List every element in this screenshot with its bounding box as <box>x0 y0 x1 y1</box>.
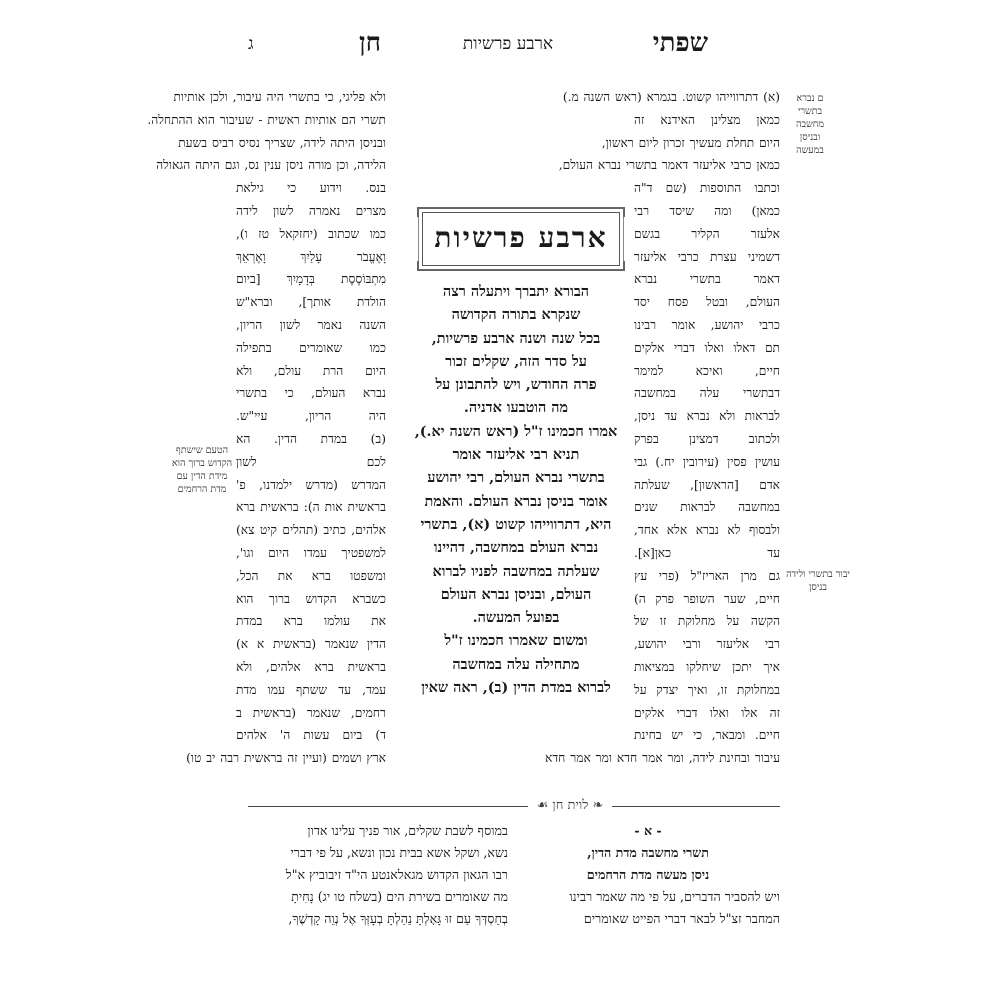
center-column <box>396 280 636 699</box>
text-line: תשרי הם אותיות ראשית - שעיבור הוא ההתחלה. <box>147 112 386 127</box>
text-line: איך יתכן שיחלקו במציאות <box>634 659 780 674</box>
text-line: וכתבו התוספות (שם ד"ה <box>634 181 780 196</box>
text-line: הולדת אותך], וברא"ש <box>236 295 386 310</box>
text-line: שנקרא בתורה הקדושה <box>451 306 581 324</box>
text-line: אלהים, כתיב (תהלים קיט צא) <box>236 523 386 538</box>
text-line: תניא רבי אליעזר אומר <box>452 446 580 464</box>
text-line: הקשה על מחלוקת זו של <box>634 614 780 629</box>
text-line: רחמים, שנאמר (בראשית ב <box>236 705 386 720</box>
text-line: היה הריון, עיי"ש. <box>236 409 386 424</box>
text-line: (ב) במדת הדין. הא <box>236 431 386 446</box>
text-line: חיים. ומבאר, כי יש בחינת <box>634 728 780 743</box>
text-line: אלעזר הקליר בגשם <box>634 226 780 241</box>
section-title-frame <box>422 212 620 266</box>
text-line: למשפטיך עמדו היום וגו', <box>236 545 386 560</box>
running-head-left: חן <box>358 28 381 58</box>
text-line: בראשית ברא אלהים, ולא <box>236 659 386 674</box>
text-line: כמאן) ומה שיסד רבי <box>634 203 780 218</box>
text-line: מתחילה עלה במחשבה <box>452 655 580 673</box>
text-line: תם דאלו ואלו דברי אלקים <box>634 340 780 355</box>
note-heading: תשרי מחשבה מדת הדין, <box>587 845 709 860</box>
text-line: עושין פסין (עירובין יח.) גבי <box>634 454 780 469</box>
text-line: בפועל המעשה. <box>472 609 560 627</box>
text-line: היום הרת עולם, ולא <box>236 363 386 378</box>
footer-title <box>528 797 612 813</box>
text-line: את עולמו ברא במדת <box>236 614 386 629</box>
text-line: ארץ ושמים (ועיין זה בראשית רבה יב טו) <box>186 751 386 766</box>
bottom-left-block <box>246 820 508 930</box>
margin-note: הטעם שישתף הקדוש ברוך הוא מידת הדין עם מדת הרחמים <box>171 445 233 495</box>
text-line: ומשפטו ברא את הכל, <box>236 568 386 583</box>
text-line: על סדר הזה, שקלים זכור <box>445 352 587 370</box>
text-line: רבי אליעזר ורבי יהושע, <box>634 637 780 652</box>
text-line: חיים, ואיכא למימר <box>634 363 780 378</box>
text-line: נברא העולם במחשבה, דהיינו <box>433 539 599 557</box>
text-line: לברוא במדת הדין (ב), ראה שאין <box>421 679 611 697</box>
text-line: בכל שנה ושנה ארבע פרשיות, <box>431 329 601 347</box>
text-line: כמאן כרבי אליעזר דאמר בתשרי נברא העולם, <box>558 158 780 173</box>
text-line: אדם [הראשון], שעלתה <box>634 477 780 492</box>
text-line: בתשרי נברא העולם, רבי יהושע <box>427 469 605 487</box>
note-heading: ניסן מעשה מדת הרחמים <box>586 867 710 882</box>
text-line: מִתְבּוֹסֶסֶת בְּדָמָיִךְ [ביום <box>236 272 386 287</box>
text-line: ולא פליגי, כי בתשרי היה עיבור, ולכן אותיות <box>173 90 386 104</box>
note-line: ויש להסביר הדברים, על פי מה שאמר רבינו <box>569 889 780 904</box>
text-line: גם מרן האריז"ל (פרי עץ <box>634 568 780 583</box>
text-line: עד כאן[א]. <box>634 545 780 560</box>
text-line: לכם לשון <box>236 454 386 469</box>
text-line: במחלוקת זו, ואיך יצדק על <box>634 682 780 697</box>
margin-note: ם נברא בתשרי מחשבה ובניסן במעשה <box>795 93 825 156</box>
text-line: ובניסן היתה לידה, שצריך נסיס רביס בשעת <box>178 135 386 150</box>
text-line: אמרו חכמינו ז"ל (ראש השנה יא.), <box>414 422 618 440</box>
text-line: עמד, עד ששתף עמו מדת <box>236 682 386 697</box>
bottom-right-block <box>516 820 780 930</box>
text-line: כרבי יהושע, אומר רבינו <box>634 317 780 332</box>
text-line: מה שאומרים בשירת הים (בשלח טו יג) נָחִיתָ <box>291 889 508 904</box>
text-line: זה אלו ואלו דברי אלקים <box>634 705 780 720</box>
text-line: הדין שנאמר (בראשית א א) <box>236 637 386 652</box>
text-line: מה הוטבעו אדניה. <box>463 399 569 417</box>
footer-title-text: לוית חן <box>552 798 589 813</box>
text-line: רבו הגאון הקדוש מגאלאנטע הי"ד זיבוביץ א"ל <box>285 867 508 882</box>
ornament-icon: ❧ <box>592 798 604 813</box>
text-line: נשא, ושקל אשא בבית נכון ונשא, על פי דברי <box>290 845 508 860</box>
text-line: במוסף לשבת שקלים, אור פניך עלינו אדון <box>307 823 508 838</box>
text-line: המדרש (מדרש ילמדנו, פ' <box>236 477 386 492</box>
page-number: ג <box>248 34 254 54</box>
running-head-right: שפתי <box>652 28 708 58</box>
text-line: העולם, ובניסן נברא העולם <box>440 585 592 603</box>
text-line: כמו שאומרים בתפילה <box>236 340 386 355</box>
text-line: הבורא יתברך ויתעלה רצה <box>442 283 590 300</box>
text-line: דשמיני עצרת כרבי אליעזר <box>634 249 780 264</box>
text-line: היום תחלת מעשיך זכרון ליום ראשון, <box>601 135 780 150</box>
text-line: ולכתוב דמצינן בפרק <box>634 431 780 446</box>
running-head-center: ארבע פרשיות <box>462 34 554 54</box>
footer-rule-left <box>248 806 528 807</box>
right-column <box>545 86 780 770</box>
ornament-icon: ☙ <box>536 798 549 813</box>
note-line: המחבר זצ"ל לבאר דברי הפייט שאומרים <box>583 911 780 926</box>
text-line: השנה נאמר לשון הריון, <box>236 317 386 332</box>
text-line: פרה החודש, ויש להתבונן על <box>435 376 597 394</box>
text-line: בראשית אות ה): בראשית ברא <box>236 500 386 515</box>
text-line: מצרים נאמרה לשון לידה <box>236 203 386 218</box>
text-line: ולבסוף לא נברא אלא אחד, <box>634 523 780 538</box>
text-line: חיים, שער השופר פרק ה) <box>634 591 780 606</box>
text-line: (א) דתרווייהו קשוט. בגמרא (ראש השנה מ.) <box>562 90 780 104</box>
text-line: במחשבה לבראות שנים <box>634 500 780 515</box>
text-line: שעלתה במחשבה לפניו לברוא <box>432 562 600 580</box>
text-line: ד) ביום עשות ה' אלהים <box>236 728 386 743</box>
text-line: העולם, ובטל פסח יסד <box>634 295 780 310</box>
text-line: בנס. וידוע כי גילאת <box>236 181 386 196</box>
text-line: דבתשרי עלה במחשבה <box>634 386 780 401</box>
text-line: כשברא הקדוש ברוך הוא <box>236 591 386 606</box>
margin-note: יבור בתשרי ולידה בניסן <box>786 569 850 593</box>
text-line: עיבור ובחינת לידה, ומר אמר חדא ומר אמר חדא <box>545 751 780 766</box>
text-line: בְחַסְדְּךָ עַם זוּ גָּאָלְתָּ נֵהַלְתָּ בְעָזְּךָ אֶל נְוֵה קָדְשֶׁךָ, <box>288 911 508 926</box>
text-line: ומשום שאמרו חכמינו ז"ל <box>444 632 588 650</box>
text-line: הלידה, וכן מורה ניסן ענין נס, וגם היתה הגאולה <box>156 158 386 173</box>
text-line: כמו שכתוב (יחזקאל טז ו), <box>236 226 386 241</box>
note-letter: - א - <box>634 823 662 838</box>
text-line: היא, דתרווייהו קשוט (א), בתשרי <box>420 515 612 533</box>
footer-rule-right <box>612 806 780 807</box>
text-line: לבראות ולא נברא עד ניסן, <box>634 409 780 424</box>
text-line: כמאן מצלינן האידנא זה <box>634 112 780 127</box>
text-line: נברא העולם, כי בתשרי <box>236 386 386 401</box>
text-line: דאמר בתשרי נברא <box>634 272 780 287</box>
section-title: ארבע פרשיות <box>434 221 608 254</box>
text-line: אומר בניסן נברא העולם. והאמת <box>424 492 608 510</box>
text-line: וָאֶעֱבֹר עָלַיִךְ וָאֶרְאֵךְ <box>236 249 386 264</box>
